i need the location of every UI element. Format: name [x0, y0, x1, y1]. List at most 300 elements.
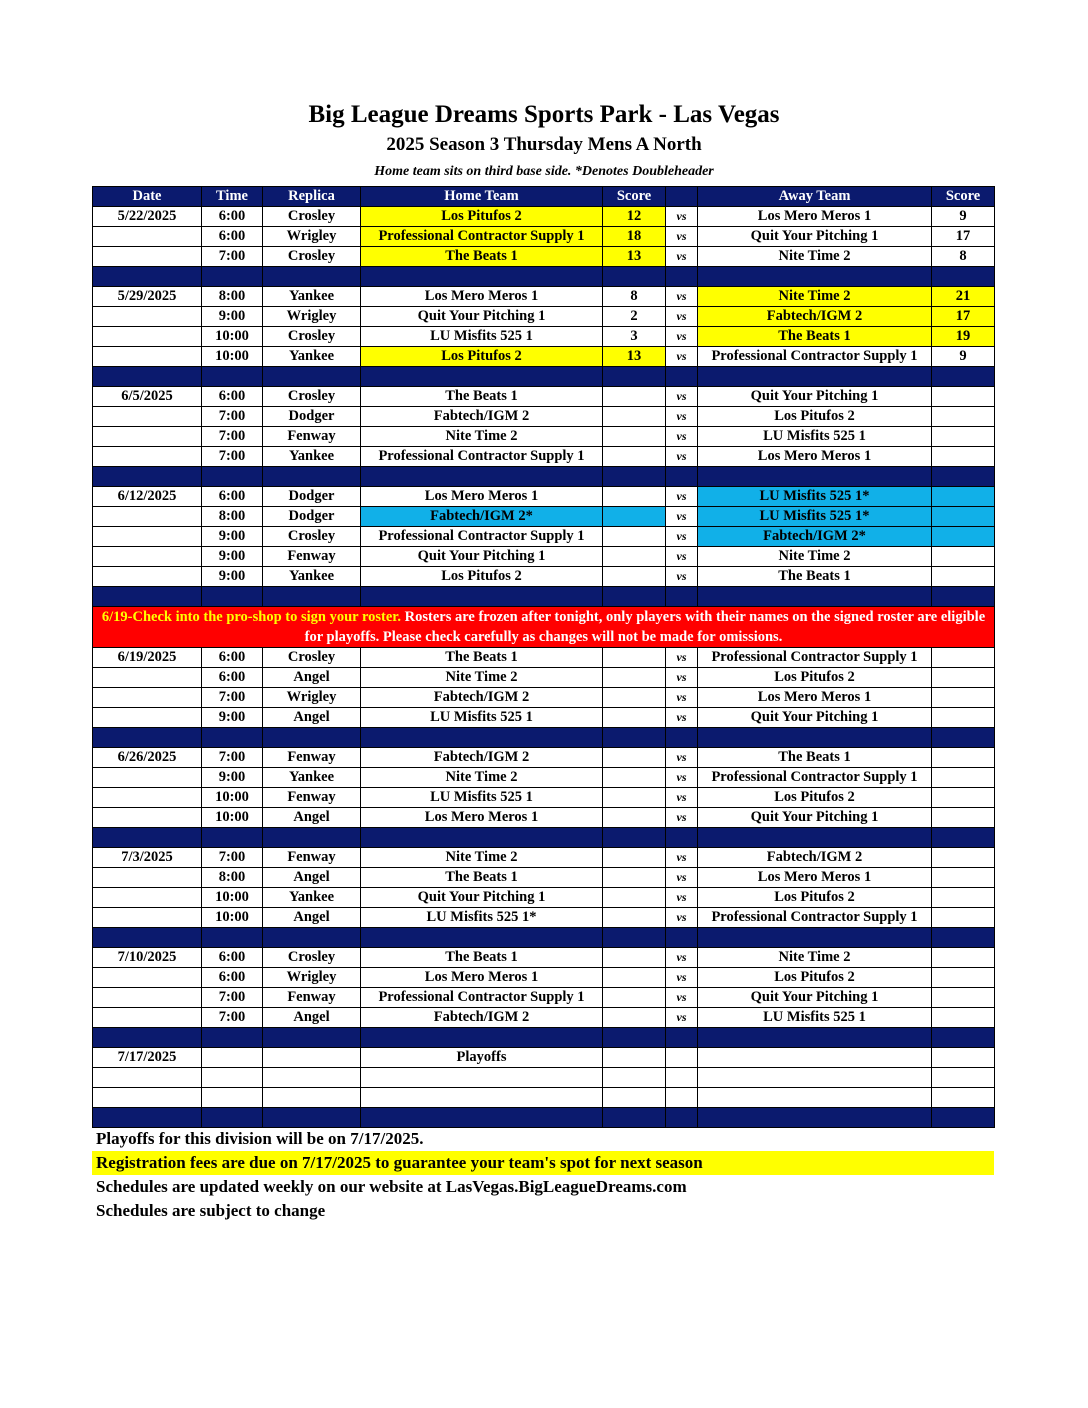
away-team-cell: [698, 1068, 932, 1088]
home-team-cell: Los Pitufos 2: [361, 207, 603, 227]
separator-cell: [361, 267, 603, 287]
home-team-cell: Playoffs: [361, 1048, 603, 1068]
vs-cell: [666, 1048, 698, 1068]
separator-cell: [202, 828, 263, 848]
away-team-cell: Fabtech/IGM 2: [698, 848, 932, 868]
separator-cell: [698, 1108, 932, 1128]
home-score-cell: [603, 908, 666, 928]
game-row: [93, 527, 995, 547]
separator-cell: [666, 728, 698, 748]
time-cell: 7:00: [202, 848, 263, 868]
away-score-cell: [932, 748, 995, 768]
separator-cell: [93, 467, 202, 487]
separator-cell: [361, 587, 603, 607]
separator-cell: [698, 1028, 932, 1048]
away-score-cell: [932, 507, 995, 527]
separator-cell: [361, 1028, 603, 1048]
date-cell: [93, 507, 202, 527]
separator-cell: [666, 367, 698, 387]
away-team-cell: Nite Time 2: [698, 247, 932, 267]
away-score-cell: [932, 788, 995, 808]
away-team-cell: Quit Your Pitching 1: [698, 227, 932, 247]
vs-cell: vs: [666, 908, 698, 928]
separator-cell: [932, 1028, 995, 1048]
home-team-cell: The Beats 1: [361, 948, 603, 968]
separator-cell: [93, 728, 202, 748]
time-cell: 7:00: [202, 748, 263, 768]
vs-cell: vs: [666, 848, 698, 868]
date-cell: 7/10/2025: [93, 948, 202, 968]
week-separator: [93, 728, 995, 748]
home-score-cell: [603, 948, 666, 968]
field-cell: [263, 1048, 361, 1068]
home-score-cell: [603, 427, 666, 447]
week-separator: [93, 587, 995, 607]
separator-cell: [666, 1028, 698, 1048]
home-team-cell: LU Misfits 525 1: [361, 327, 603, 347]
roster-notice-row: [93, 607, 995, 648]
field-cell: Dodger: [263, 407, 361, 427]
home-score-cell: [603, 387, 666, 407]
home-score-cell: [603, 1008, 666, 1028]
home-score-cell: [603, 888, 666, 908]
away-score-cell: [932, 988, 995, 1008]
vs-cell: vs: [666, 808, 698, 828]
separator-cell: [932, 267, 995, 287]
game-row: [93, 948, 995, 968]
vs-cell: vs: [666, 507, 698, 527]
away-score-cell: [932, 688, 995, 708]
away-score-cell: [932, 407, 995, 427]
home-team-cell: Nite Time 2: [361, 427, 603, 447]
field-cell: Crosley: [263, 527, 361, 547]
separator-cell: [666, 928, 698, 948]
field-cell: Yankee: [263, 888, 361, 908]
home-score-cell: [603, 748, 666, 768]
home-team-cell: The Beats 1: [361, 648, 603, 668]
away-score-cell: [932, 808, 995, 828]
notice-text: Rosters are frozen after tonight, only players with their names on the signed roster are eligible for playoffs. Please check carefully as changes will not be made for omissions.: [304, 609, 986, 645]
away-team-cell: Los Pitufos 2: [698, 968, 932, 988]
time-cell: 9:00: [202, 307, 263, 327]
away-score-cell: [932, 1068, 995, 1088]
field-cell: Fenway: [263, 988, 361, 1008]
time-cell: [202, 1048, 263, 1068]
page-subtitle: 2025 Season 3 Thursday Mens A North: [386, 134, 702, 155]
time-cell: 10:00: [202, 888, 263, 908]
home-score-cell: [603, 527, 666, 547]
separator-cell: [93, 587, 202, 607]
home-score-cell: [603, 988, 666, 1008]
time-cell: 6:00: [202, 668, 263, 688]
schedule-note: Home team sits on third base side. *Denotes Doubleheader: [374, 164, 714, 179]
home-team-cell: The Beats 1: [361, 868, 603, 888]
away-score-cell: [932, 768, 995, 788]
vs-cell: vs: [666, 247, 698, 267]
field-cell: Yankee: [263, 768, 361, 788]
away-score-cell: [932, 908, 995, 928]
separator-cell: [202, 1108, 263, 1128]
field-cell: Fenway: [263, 748, 361, 768]
date-cell: [93, 1008, 202, 1028]
game-row: [93, 307, 995, 327]
separator-cell: [666, 587, 698, 607]
away-team-cell: LU Misfits 525 1*: [698, 487, 932, 507]
home-team-cell: Professional Contractor Supply 1: [361, 988, 603, 1008]
game-row: [93, 387, 995, 407]
date-cell: [93, 968, 202, 988]
separator-cell: [202, 928, 263, 948]
separator-cell: [93, 1108, 202, 1128]
time-cell: 8:00: [202, 868, 263, 888]
separator-cell: [932, 1108, 995, 1128]
week-separator: [93, 828, 995, 848]
field-cell: Wrigley: [263, 968, 361, 988]
footer-disclaimer: Schedules are subject to change: [96, 1201, 326, 1220]
home-score-cell: 8: [603, 287, 666, 307]
date-cell: [93, 1068, 202, 1088]
date-cell: [93, 427, 202, 447]
date-cell: [93, 567, 202, 587]
home-team-cell: Nite Time 2: [361, 848, 603, 868]
header-home-score: Score: [603, 187, 666, 207]
field-cell: Angel: [263, 908, 361, 928]
home-score-cell: [603, 547, 666, 567]
empty-row: [93, 1088, 995, 1108]
home-team-cell: Fabtech/IGM 2*: [361, 507, 603, 527]
separator-cell: [361, 467, 603, 487]
page-title: Big League Dreams Sports Park - Las Vegas: [308, 101, 780, 128]
away-score-cell: [932, 708, 995, 728]
home-team-cell: Los Mero Meros 1: [361, 287, 603, 307]
home-score-cell: [603, 447, 666, 467]
away-team-cell: Los Pitufos 2: [698, 668, 932, 688]
separator-cell: [932, 587, 995, 607]
home-score-cell: [603, 668, 666, 688]
game-row: [93, 447, 995, 467]
field-cell: Yankee: [263, 287, 361, 307]
away-score-cell: [932, 648, 995, 668]
separator-cell: [698, 267, 932, 287]
field-cell: Fenway: [263, 427, 361, 447]
home-score-cell: [603, 848, 666, 868]
time-cell: 10:00: [202, 788, 263, 808]
field-cell: Angel: [263, 1008, 361, 1028]
vs-cell: vs: [666, 1008, 698, 1028]
time-cell: 6:00: [202, 207, 263, 227]
week-separator: [93, 467, 995, 487]
home-team-cell: Los Mero Meros 1: [361, 808, 603, 828]
separator-cell: [361, 1108, 603, 1128]
date-cell: [93, 247, 202, 267]
away-team-cell: LU Misfits 525 1*: [698, 507, 932, 527]
field-cell: Yankee: [263, 347, 361, 367]
away-team-cell: Los Mero Meros 1: [698, 868, 932, 888]
date-cell: [93, 407, 202, 427]
away-score-cell: 21: [932, 287, 995, 307]
away-score-cell: [932, 968, 995, 988]
header-replica: Replica: [263, 187, 361, 207]
field-cell: Crosley: [263, 387, 361, 407]
separator-cell: [93, 367, 202, 387]
header-date: Date: [93, 187, 202, 207]
separator-cell: [698, 828, 932, 848]
vs-cell: vs: [666, 888, 698, 908]
vs-cell: vs: [666, 207, 698, 227]
away-score-cell: [932, 387, 995, 407]
away-team-cell: Los Pitufos 2: [698, 407, 932, 427]
time-cell: 7:00: [202, 407, 263, 427]
time-cell: 7:00: [202, 247, 263, 267]
home-team-cell: LU Misfits 525 1: [361, 788, 603, 808]
home-team-cell: Los Mero Meros 1: [361, 968, 603, 988]
game-row: [93, 968, 995, 988]
vs-cell: vs: [666, 748, 698, 768]
game-row: [93, 507, 995, 527]
separator-cell: [932, 728, 995, 748]
home-score-cell: [603, 1068, 666, 1088]
vs-cell: vs: [666, 868, 698, 888]
away-team-cell: Nite Time 2: [698, 948, 932, 968]
away-team-cell: The Beats 1: [698, 327, 932, 347]
away-score-cell: [932, 1048, 995, 1068]
vs-cell: vs: [666, 407, 698, 427]
away-score-cell: 9: [932, 207, 995, 227]
away-team-cell: [698, 1088, 932, 1108]
header-vs: [666, 187, 698, 207]
home-score-cell: [603, 788, 666, 808]
separator-cell: [666, 267, 698, 287]
date-cell: [93, 347, 202, 367]
field-cell: [263, 1088, 361, 1108]
home-team-cell: Professional Contractor Supply 1: [361, 227, 603, 247]
date-cell: [93, 788, 202, 808]
week-separator: [93, 267, 995, 287]
date-cell: 5/22/2025: [93, 207, 202, 227]
separator-cell: [603, 267, 666, 287]
field-cell: Dodger: [263, 507, 361, 527]
date-cell: 7/17/2025: [93, 1048, 202, 1068]
time-cell: 9:00: [202, 708, 263, 728]
separator-cell: [603, 1028, 666, 1048]
date-cell: [93, 988, 202, 1008]
field-cell: Fenway: [263, 848, 361, 868]
game-row: [93, 888, 995, 908]
field-cell: Angel: [263, 868, 361, 888]
time-cell: [202, 1088, 263, 1108]
home-score-cell: [603, 688, 666, 708]
vs-cell: [666, 1068, 698, 1088]
vs-cell: vs: [666, 788, 698, 808]
separator-cell: [603, 828, 666, 848]
separator-cell: [263, 367, 361, 387]
separator-cell: [698, 367, 932, 387]
home-score-cell: 13: [603, 247, 666, 267]
game-row: [93, 287, 995, 307]
week-separator: [93, 1108, 995, 1128]
game-row: [93, 988, 995, 1008]
time-cell: 7:00: [202, 1008, 263, 1028]
separator-cell: [603, 728, 666, 748]
header-home-team: Home Team: [361, 187, 603, 207]
field-cell: Crosley: [263, 327, 361, 347]
schedule-table: [92, 186, 995, 1128]
away-score-cell: [932, 948, 995, 968]
away-score-cell: [932, 427, 995, 447]
away-team-cell: The Beats 1: [698, 748, 932, 768]
time-cell: 9:00: [202, 527, 263, 547]
separator-cell: [698, 467, 932, 487]
away-team-cell: Professional Contractor Supply 1: [698, 648, 932, 668]
separator-cell: [603, 467, 666, 487]
away-score-cell: [932, 547, 995, 567]
separator-cell: [932, 367, 995, 387]
separator-cell: [666, 1108, 698, 1128]
separator-cell: [93, 267, 202, 287]
vs-cell: vs: [666, 347, 698, 367]
separator-cell: [202, 587, 263, 607]
date-cell: [93, 668, 202, 688]
field-cell: Crosley: [263, 948, 361, 968]
away-team-cell: Los Mero Meros 1: [698, 688, 932, 708]
header-away-team: Away Team: [698, 187, 932, 207]
home-score-cell: 12: [603, 207, 666, 227]
date-cell: 5/29/2025: [93, 287, 202, 307]
away-team-cell: LU Misfits 525 1: [698, 427, 932, 447]
time-cell: 7:00: [202, 688, 263, 708]
time-cell: 10:00: [202, 808, 263, 828]
playoffs-row: [93, 1048, 995, 1068]
field-cell: Wrigley: [263, 227, 361, 247]
separator-cell: [603, 367, 666, 387]
separator-cell: [263, 267, 361, 287]
game-row: [93, 648, 995, 668]
game-row: [93, 848, 995, 868]
separator-cell: [361, 828, 603, 848]
game-row: [93, 748, 995, 768]
away-team-cell: Fabtech/IGM 2*: [698, 527, 932, 547]
away-score-cell: 17: [932, 227, 995, 247]
away-team-cell: Quit Your Pitching 1: [698, 387, 932, 407]
home-score-cell: [603, 507, 666, 527]
away-team-cell: Nite Time 2: [698, 547, 932, 567]
time-cell: 6:00: [202, 648, 263, 668]
date-cell: 6/19/2025: [93, 648, 202, 668]
field-cell: Wrigley: [263, 307, 361, 327]
time-cell: 7:00: [202, 447, 263, 467]
away-score-cell: [932, 668, 995, 688]
home-team-cell: LU Misfits 525 1*: [361, 908, 603, 928]
vs-cell: vs: [666, 668, 698, 688]
home-score-cell: [603, 487, 666, 507]
date-cell: 6/26/2025: [93, 748, 202, 768]
away-score-cell: [932, 848, 995, 868]
field-cell: Angel: [263, 808, 361, 828]
notice-date: 6/19-: [101, 609, 133, 625]
away-score-cell: [932, 868, 995, 888]
separator-cell: [698, 587, 932, 607]
away-team-cell: Los Mero Meros 1: [698, 447, 932, 467]
date-cell: [93, 808, 202, 828]
game-row: [93, 808, 995, 828]
home-score-cell: [603, 768, 666, 788]
away-team-cell: Quit Your Pitching 1: [698, 808, 932, 828]
home-team-cell: The Beats 1: [361, 387, 603, 407]
home-team-cell: Quit Your Pitching 1: [361, 307, 603, 327]
empty-row: [93, 1068, 995, 1088]
away-score-cell: [932, 527, 995, 547]
home-team-cell: [361, 1068, 603, 1088]
vs-cell: vs: [666, 387, 698, 407]
separator-cell: [361, 928, 603, 948]
away-score-cell: 8: [932, 247, 995, 267]
home-score-cell: [603, 567, 666, 587]
vs-cell: vs: [666, 447, 698, 467]
home-team-cell: Los Pitufos 2: [361, 347, 603, 367]
time-cell: 6:00: [202, 227, 263, 247]
time-cell: [202, 1068, 263, 1088]
time-cell: 6:00: [202, 487, 263, 507]
date-cell: 7/3/2025: [93, 848, 202, 868]
game-row: [93, 688, 995, 708]
game-row: [93, 567, 995, 587]
separator-cell: [603, 928, 666, 948]
vs-cell: vs: [666, 307, 698, 327]
field-cell: Yankee: [263, 447, 361, 467]
field-cell: [263, 1068, 361, 1088]
field-cell: Fenway: [263, 788, 361, 808]
home-team-cell: Quit Your Pitching 1: [361, 888, 603, 908]
vs-cell: vs: [666, 948, 698, 968]
separator-cell: [93, 928, 202, 948]
away-team-cell: Quit Your Pitching 1: [698, 708, 932, 728]
schedule-body: [93, 207, 995, 1128]
time-cell: 6:00: [202, 948, 263, 968]
separator-cell: [202, 728, 263, 748]
vs-cell: vs: [666, 427, 698, 447]
header-time: Time: [202, 187, 263, 207]
home-score-cell: [603, 1088, 666, 1108]
separator-cell: [698, 728, 932, 748]
date-cell: [93, 908, 202, 928]
away-team-cell: Fabtech/IGM 2: [698, 307, 932, 327]
game-row: [93, 668, 995, 688]
home-team-cell: Fabtech/IGM 2: [361, 407, 603, 427]
separator-cell: [361, 728, 603, 748]
away-score-cell: [932, 888, 995, 908]
time-cell: 9:00: [202, 547, 263, 567]
separator-cell: [202, 467, 263, 487]
game-row: [93, 207, 995, 227]
vs-cell: vs: [666, 287, 698, 307]
date-cell: [93, 868, 202, 888]
field-cell: Yankee: [263, 567, 361, 587]
vs-cell: vs: [666, 547, 698, 567]
game-row: [93, 1008, 995, 1028]
header-away-score: Score: [932, 187, 995, 207]
field-cell: Wrigley: [263, 688, 361, 708]
game-row: [93, 788, 995, 808]
game-row: [93, 347, 995, 367]
home-team-cell: Professional Contractor Supply 1: [361, 447, 603, 467]
home-score-cell: 3: [603, 327, 666, 347]
time-cell: 6:00: [202, 387, 263, 407]
home-score-cell: [603, 1048, 666, 1068]
away-team-cell: Los Mero Meros 1: [698, 207, 932, 227]
field-cell: Crosley: [263, 247, 361, 267]
home-score-cell: [603, 407, 666, 427]
home-score-cell: [603, 708, 666, 728]
